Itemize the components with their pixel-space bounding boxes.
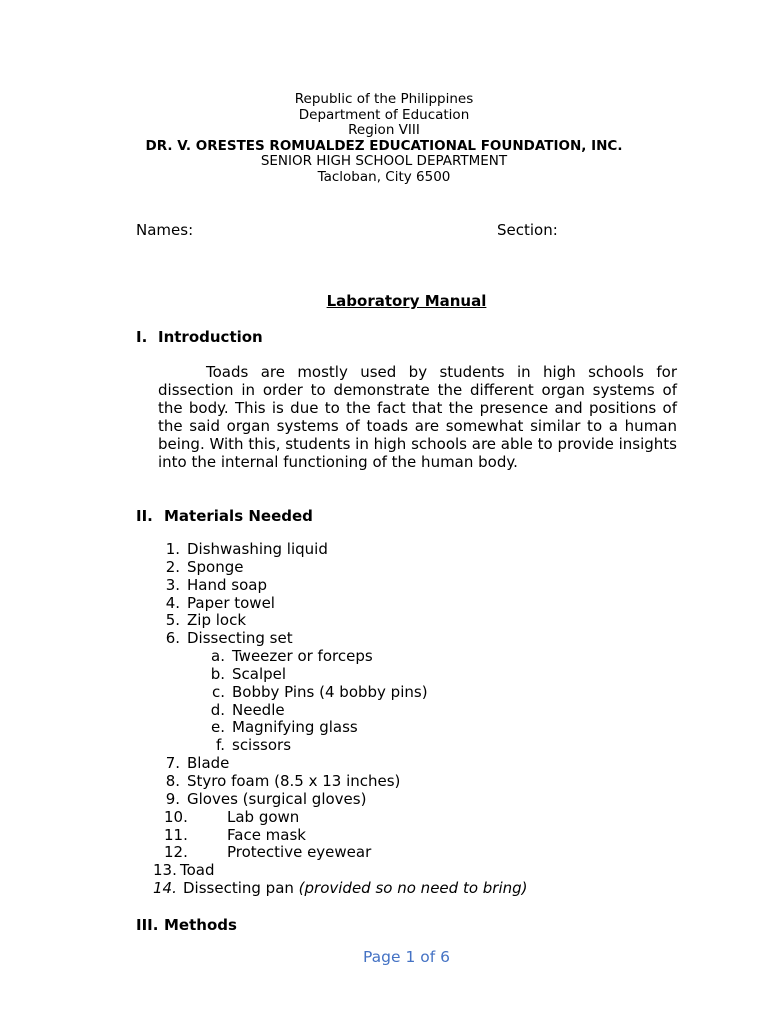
heading-introduction: [136, 328, 263, 346]
list-item-text: Magnifying glass: [232, 718, 358, 737]
list-item: [0, 630, 768, 648]
list-item-number: 9.: [165, 789, 180, 808]
list-item-number: 3.: [165, 575, 180, 594]
list-item-text: Toad: [180, 861, 215, 880]
list-item-text: Gloves (surgical gloves): [187, 789, 367, 808]
list-item: [0, 666, 768, 684]
document-title: Laboratory Manual: [326, 292, 487, 310]
header-region: Region VIII: [348, 122, 420, 139]
header-department: Department of Education: [298, 106, 470, 123]
header-republic: Republic of the Philippines: [294, 91, 474, 107]
introduction-paragraph: Toads are mostly used by students in high schools for dissection in order to demonstrate the different organ systems of the body. This is due to the fact that the presence and positions of the said organ systems of toads are somewhat similar to a human being. With this, students in high schools are able to provide insights into the internal functioning of the human body.: [158, 363, 677, 471]
list-item: [0, 702, 768, 720]
list-item-number: 2.: [165, 557, 180, 576]
header-school-department: SENIOR HIGH SCHOOL DEPARTMENT: [260, 153, 508, 170]
list-item: [0, 541, 768, 559]
list-item: [0, 559, 768, 577]
list-item-number: 13.: [153, 861, 177, 880]
list-item-text: Protective eyewear: [227, 843, 372, 862]
list-item-text: Styro foam (8.5 x 13 inches): [187, 771, 401, 790]
list-item-number: 6.: [165, 629, 180, 648]
list-item: [0, 755, 768, 773]
heading-number: I.: [136, 328, 148, 346]
list-item-letter: c.: [211, 682, 225, 701]
heading-number: II.: [136, 507, 153, 525]
list-item-letter: b.: [210, 664, 225, 683]
document-header: [0, 92, 768, 186]
heading-number: III.: [136, 916, 159, 934]
list-item: [0, 595, 768, 613]
heading-label: Introduction: [158, 328, 263, 346]
heading-label: Methods: [164, 916, 237, 934]
list-item-text: Dishwashing liquid: [187, 540, 328, 558]
list-item-text: scissors: [232, 736, 292, 755]
heading-materials-needed: [136, 507, 313, 525]
list-item: [0, 648, 768, 666]
list-item-text: Scalpel: [232, 664, 287, 683]
list-item-number: 4.: [165, 593, 180, 612]
list-item: [0, 827, 768, 845]
list-item-note: (provided so no need to bring): [298, 879, 528, 898]
header-city: Tacloban, City 6500: [317, 168, 451, 185]
list-item-text: Blade: [187, 754, 230, 773]
names-section-row: [136, 221, 636, 239]
list-item: [0, 577, 768, 595]
list-item-text: Dissecting set: [187, 629, 293, 648]
names-label: Names:: [136, 221, 194, 239]
list-item-text: Needle: [232, 700, 285, 719]
list-item-number: 11.: [164, 825, 188, 844]
list-item-text: Paper towel: [187, 593, 275, 612]
list-item-text: Zip lock: [187, 611, 247, 630]
list-item-letter: e.: [211, 718, 225, 737]
list-item-number: 7.: [165, 754, 180, 773]
heading-methods: [136, 916, 237, 934]
list-item-number: 1.: [165, 540, 180, 558]
page-number-footer: Page 1 of 6: [363, 948, 450, 966]
list-item-number: 8.: [165, 771, 180, 790]
list-item: [0, 773, 768, 791]
list-item-text: Lab gown: [227, 807, 300, 826]
list-item: [0, 791, 768, 809]
header-school-name: DR. V. ORESTES ROMUALDEZ EDUCATIONAL FOUNDATION, INC.: [145, 137, 623, 154]
heading-label: Materials Needed: [164, 507, 313, 525]
list-item-text: Sponge: [187, 557, 244, 576]
list-item: [0, 684, 768, 702]
list-item-letter: f.: [216, 736, 225, 755]
list-item: [0, 880, 768, 898]
list-item-text: Hand soap: [187, 575, 267, 594]
list-item-letter: d.: [210, 700, 225, 719]
list-item-letter: a.: [211, 647, 225, 666]
list-item-text: Face mask: [227, 825, 306, 844]
section-label: Section:: [497, 221, 558, 239]
list-item: [0, 862, 768, 880]
list-item: [0, 844, 768, 862]
list-item-number: 14.: [153, 879, 177, 898]
materials-list: [0, 541, 768, 898]
list-item: [0, 737, 768, 755]
list-item-text: Dissecting pan: [183, 879, 299, 898]
list-item: [0, 809, 768, 827]
list-item-number: 10.: [164, 807, 188, 826]
list-item-number: 12.: [164, 843, 188, 862]
list-item: [0, 612, 768, 630]
list-item-text: Tweezer or forceps: [232, 647, 373, 666]
list-item: [0, 719, 768, 737]
list-item-text: Bobby Pins (4 bobby pins): [232, 682, 428, 701]
list-item-number: 5.: [165, 611, 180, 630]
